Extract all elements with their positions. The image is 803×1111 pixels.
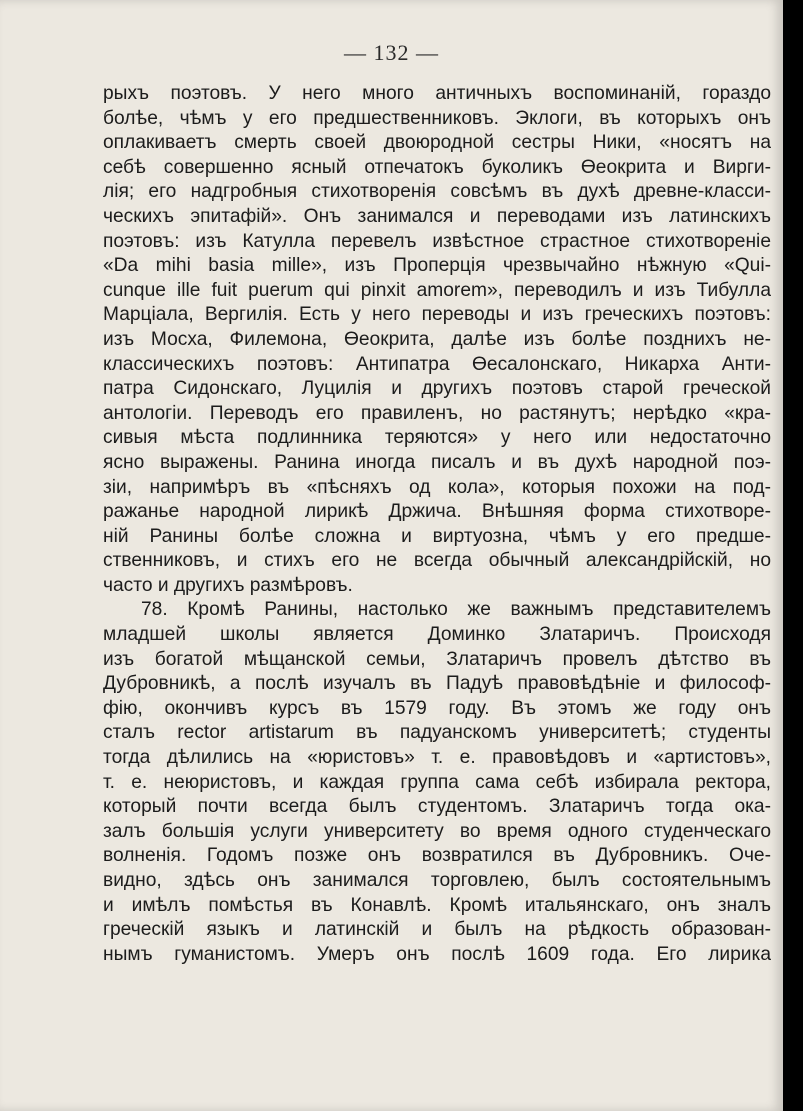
text-line: видно, здѣсь онъ занимался торговлею, былъ состоятельнымъ — [103, 870, 771, 891]
text-line: зіи, напримѣръ въ «пѣсняхъ од кола», которыя похожи на под- — [103, 476, 771, 498]
text-line: т. е. неюристовъ, и каждая группа сама себѣ избирала ректора, — [103, 771, 771, 793]
text-line: сивыя мѣста подлинника теряются» у него или недостаточно — [103, 427, 771, 449]
text-line: тогда дѣлились на «юристовъ» т. е. правовѣдовъ и «артистовъ», — [103, 747, 771, 769]
text-line: часто и другихъ размѣровъ. — [103, 574, 353, 596]
text-line: ственниковъ, и стихъ его не всегда обычный александрійскій, но — [103, 550, 771, 572]
text-line: классическихъ поэтовъ: Антипатра Өесалонскаго, Никарха Анти- — [103, 353, 771, 375]
text-line: изъ богатой мѣщанской семьи, Златаричъ провелъ дѣтство въ — [103, 648, 771, 670]
text-line: который почти всегда былъ студентомъ. Златаричъ тогда ока- — [103, 796, 771, 818]
text-line: оплакиваетъ смерть своей двоюродной сестры Ники, «носятъ на — [103, 132, 771, 154]
text-line: изъ Мосха, Филемона, Өеокрита, далѣе изъ болѣе позднихъ не- — [103, 328, 771, 350]
text-line: болѣе, чѣмъ у его предшественниковъ. Эклоги, въ которыхъ онъ — [103, 107, 771, 129]
paragraph-78-start: 78. Кромѣ Ранины, настолько же важнымъ представителемъ — [141, 599, 771, 621]
page-number: — 132 — — [344, 40, 439, 65]
text-line: фію, окончивъ курсъ въ 1579 году. Въ этомъ же году онъ — [103, 697, 771, 719]
text-line: лія; его надгробныя стихотворенія совсѣмъ въ духѣ древне-класси- — [103, 181, 771, 203]
text-line: и имѣлъ помѣстья въ Конавлѣ. Кромѣ итальянскаго, онъ зналъ — [103, 894, 771, 916]
text-line: антологіи. Переводъ его правиленъ, но растянутъ; нерѣдко «кра- — [103, 402, 771, 424]
text-line: греческій языкъ и латинскій и былъ на рѣдкость образован- — [103, 919, 771, 941]
text-line: ясно выражены. Ранина иногда писалъ и въ духѣ народной поэ- — [103, 451, 771, 473]
page-text — [103, 82, 771, 967]
text-line: залъ большія услуги университету во время одного студенческаго — [103, 820, 771, 842]
text-line: нымъ гуманистомъ. Умеръ онъ послѣ 1609 года. Его лирика — [103, 943, 771, 965]
text-line: «Da mihi basia mille», изъ Проперція чрезвычайно нѣжную «Qui- — [103, 255, 771, 277]
text-line: волненія. Годомъ позже онъ возвратился въ Дубровникъ. Оче- — [103, 845, 771, 867]
text-line: сталъ rector artistarum въ падуанскомъ университетѣ; студенты — [103, 722, 771, 744]
text-line: себѣ совершенно ясный отпечатокъ буколикъ Өеокрита и Вирги- — [103, 156, 771, 178]
text-line: Марціала, Вергилія. Есть у него переводы и изъ греческихъ поэтовъ: — [103, 304, 771, 326]
text-line: cunque ille fuit puerum qui pinxit amorem», переводилъ и изъ Тибулла — [103, 279, 771, 301]
text-line: ній Ранины болѣе сложна и виртуозна, чѣмъ у его предше- — [103, 525, 771, 547]
text-line: патра Сидонскаго, Луцилія и другихъ поэтовъ старой греческой — [103, 378, 771, 400]
text-line: рыхъ поэтовъ. У него много античныхъ воспоминаній, гораздо — [103, 83, 771, 104]
text-line: поэтовъ: изъ Катулла перевелъ извѣстное страстное стихотвореніе — [103, 230, 771, 252]
text-line: ческихъ эпитафій». Онъ занимался и переводами изъ латинскихъ — [103, 205, 771, 227]
text-line: ражанье народной лирикѣ Држича. Внѣшняя форма стихотворе- — [103, 501, 771, 523]
text-line: младшей школы является Доминко Златаричъ. Происходя — [103, 624, 771, 646]
text-line: Дубровникѣ, а послѣ изучалъ въ Падуѣ правовѣдѣніе и философ- — [103, 673, 771, 695]
